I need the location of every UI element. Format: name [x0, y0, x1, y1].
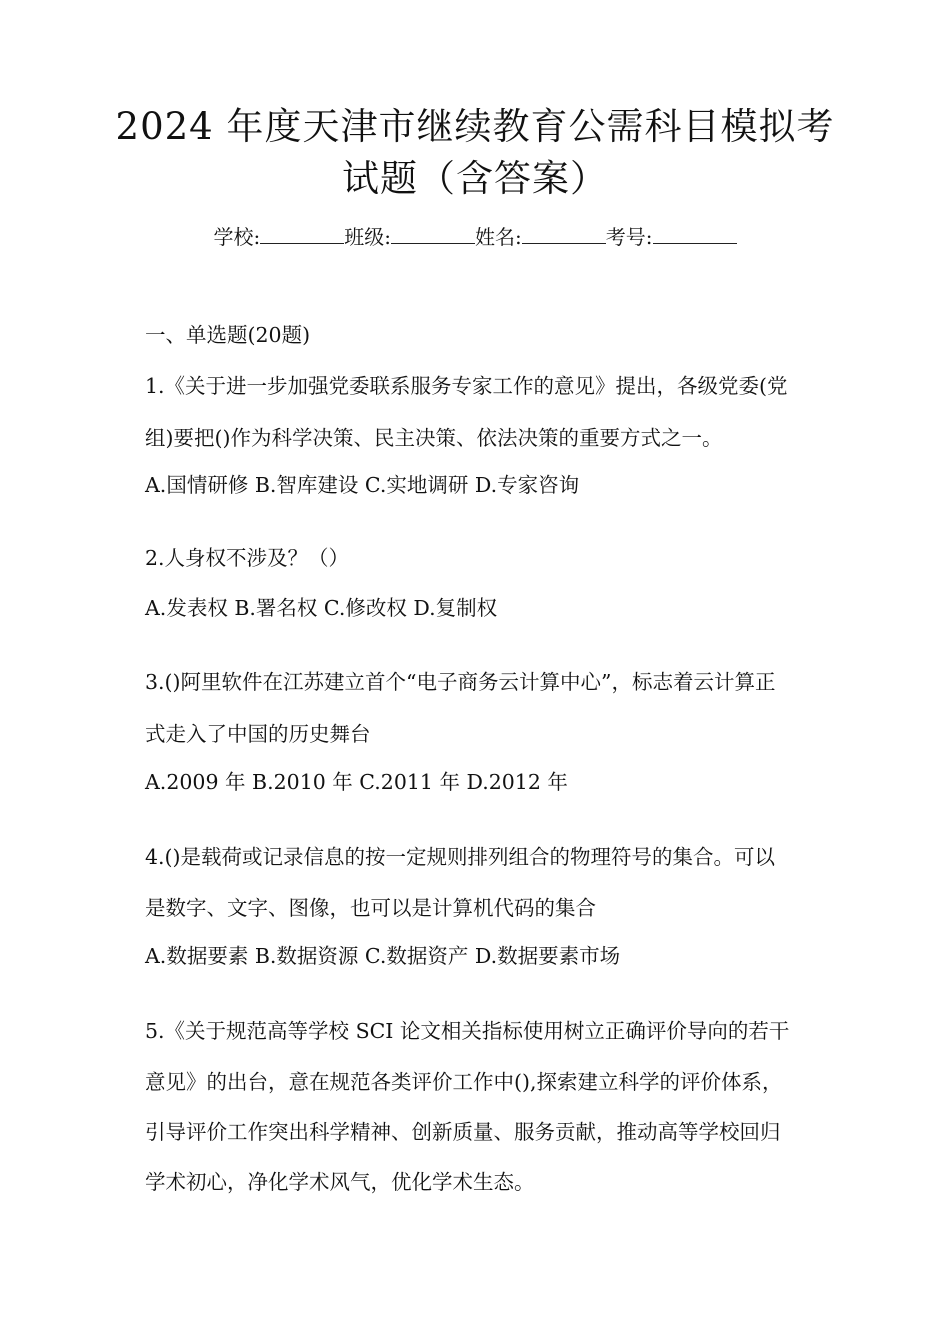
- question-2-stem-line-1: 2.人身权不涉及？（）: [145, 546, 350, 570]
- question-5-stem-line-3: 引导评价工作突出科学精神、创新质量、服务贡献，推动高等学校回归: [145, 1120, 781, 1144]
- class-field: [344, 222, 475, 252]
- school-field: [214, 222, 345, 252]
- exam-number-field: [606, 222, 737, 252]
- exam-number-label: 考号:: [605, 225, 653, 249]
- question-3-stem-line-1: 3.()阿里软件在江苏建立首个“电子商务云计算中心”，标志着云计算正: [145, 670, 776, 694]
- student-info-row: [0, 222, 950, 252]
- class-blank: [391, 225, 475, 244]
- question-1-options: A.国情研修 B.智库建设 C.实地调研 D.专家咨询: [145, 473, 580, 497]
- question-5-stem-line-4: 学术初心，净化学术风气，优化学术生态。: [145, 1170, 535, 1194]
- question-4-stem-line-1: 4.()是载荷或记录信息的按一定规则排列组合的物理符号的集合。可以: [145, 845, 776, 869]
- school-blank: [260, 225, 344, 244]
- exam-number-blank: [653, 225, 737, 244]
- question-4-options: A.数据要素 B.数据资源 C.数据资产 D.数据要素市场: [145, 944, 621, 968]
- document-title-line-2: 试题（含答案）: [342, 157, 608, 200]
- document-title-line-1: 2024 年度天津市继续教育公需科目模拟考: [115, 105, 835, 148]
- question-2-options: A.发表权 B.署名权 C.修改权 D.复制权: [145, 596, 498, 620]
- question-3-options: A.2009 年 B.2010 年 C.2011 年 D.2012 年: [145, 770, 568, 794]
- question-5-stem-line-1: 5.《关于规范高等学校 SCI 论文相关指标使用树立正确评价导向的若干: [145, 1019, 790, 1043]
- name-blank: [522, 225, 606, 244]
- question-4-stem-line-2: 是数字、文字、图像，也可以是计算机代码的集合: [145, 896, 596, 920]
- school-label: 学校:: [213, 225, 261, 249]
- question-3-stem-line-2: 式走入了中国的历史舞台: [145, 722, 371, 746]
- name-label: 姓名:: [475, 225, 522, 249]
- question-1-stem-line-2: 组)要把()作为科学决策、民主决策、依法决策的重要方式之一。: [145, 426, 723, 450]
- name-field: [475, 222, 606, 252]
- class-label: 班级:: [344, 225, 391, 249]
- question-1-stem-line-1: 1.《关于进一步加强党委联系服务专家工作的意见》提出，各级党委(党: [145, 374, 788, 398]
- question-5-stem-line-2: 意见》的出台，意在规范各类评价工作中(),探索建立科学的评价体系，: [145, 1070, 783, 1094]
- section-heading: 一、单选题(20题): [145, 323, 311, 347]
